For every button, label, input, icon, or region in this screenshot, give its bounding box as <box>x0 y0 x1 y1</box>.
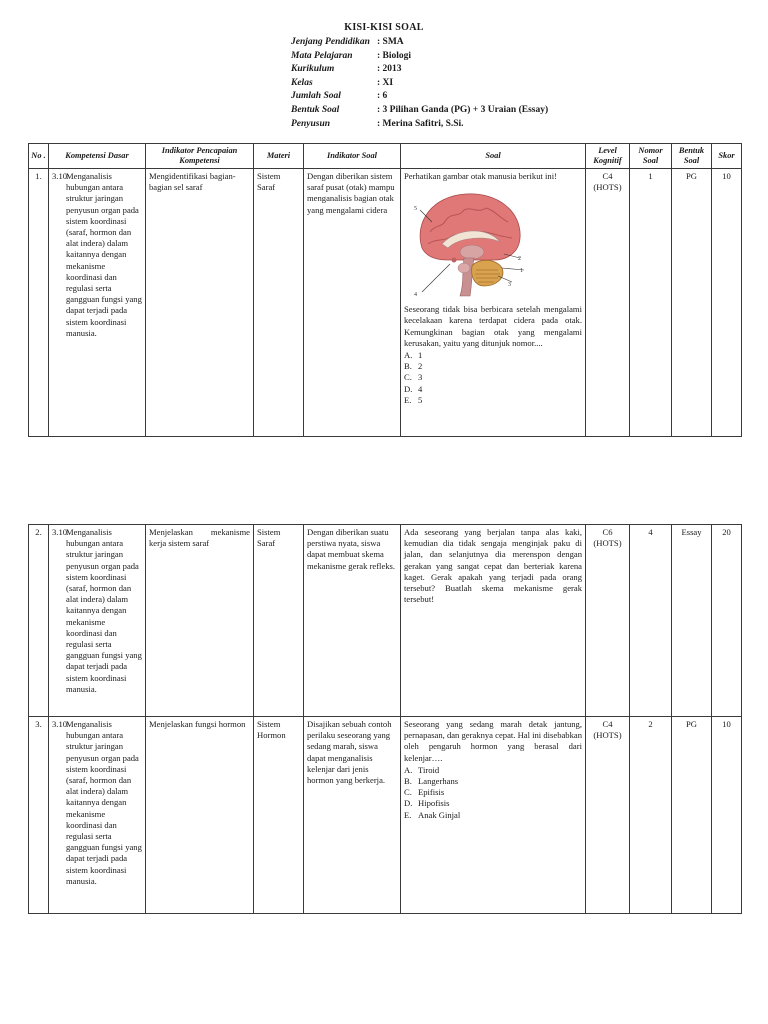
answer-option: E. Anak Ginjal <box>404 809 461 820</box>
meta-label: Jenjang Pendidikan <box>291 37 370 47</box>
row-skor: 10 <box>712 169 742 437</box>
row-skor: 20 <box>712 525 742 717</box>
header-materi: Materi <box>254 144 304 169</box>
answer-option: A. 1 <box>404 350 423 361</box>
answer-option: E. 5 <box>404 394 423 405</box>
meta-row <box>291 118 548 132</box>
answer-option: B. 2 <box>404 361 423 372</box>
meta-row <box>291 63 548 77</box>
answer-option: D. 4 <box>404 383 423 394</box>
meta-value: : 3 Pilihan Ganda (PG) + 3 Uraian (Essay) <box>377 104 549 115</box>
header-soal: Soal <box>401 144 586 169</box>
table-row <box>29 525 742 717</box>
row-kompetensi-dasar <box>49 717 146 914</box>
table-row <box>29 169 742 437</box>
meta-row <box>291 77 548 91</box>
row-nomor: 1 <box>630 169 672 437</box>
row-materi: Sistem Saraf <box>254 525 304 717</box>
row-skor: 10 <box>712 717 742 914</box>
row-no: 1. <box>29 169 49 437</box>
answer-option: B. Langerhans <box>404 776 459 787</box>
row-bentuk: Essay <box>672 525 712 717</box>
row-soal <box>401 717 586 914</box>
answer-option: C. 3 <box>404 372 423 383</box>
meta-value: : 6 <box>377 91 388 102</box>
soal-question: Seseorang tidak bisa berbicara setelah mengalami kecelakaan karena terdapat cidera pada otak. Kemungkinan bagian otak yang mengalami kerusakan, yaitu yang ditunjuk nomor.... <box>404 304 582 348</box>
kd-text: Menganalisis hubungan antara struktur jaringan penyusun organ pada sistem koordinasi (saraf, hormon dan alat indera) dalam kaitannya dengan mekanisme koordinasi dan regulasi serta gangguan fungsi yang dapat terjadi pada sistem koordinasi manusia. <box>66 171 142 338</box>
kisi-table-page-1 <box>28 143 742 437</box>
row-kompetensi-dasar <box>49 525 146 717</box>
row-no: 3. <box>29 717 49 914</box>
figure-label: 4 <box>414 292 417 299</box>
row-level: C6 (HOTS) <box>586 525 630 717</box>
header-bentuk: Bentuk Soal <box>672 144 712 169</box>
row-soal: Ada seseorang yang berjalan tanpa alas kaki, kemudian dia tidak sengaja menginjak paku di jalan, dan selanjutnya dia merenspon dengan gerakan yang sangat cepat dan berteriak karena kaget. Gerak apakah yang terjadi pada orang tersebut? Buatlah skema mekanisme gerak tersebut! <box>401 525 586 717</box>
figure-label: 5 <box>414 206 417 213</box>
meta-row <box>291 36 548 50</box>
kd-code: 3.10 <box>52 527 68 537</box>
row-nomor: 2 <box>630 717 672 914</box>
answer-option: D. Hipofisis <box>404 798 450 809</box>
meta-value: : XI <box>377 77 394 88</box>
kd-code: 3.10 <box>52 171 68 181</box>
answer-option: C. Epifisis <box>404 787 445 798</box>
meta-row <box>291 104 548 118</box>
row-indikator-kompetensi: Mengidentifikasi bagian-bagian sel saraf <box>146 169 254 437</box>
document-meta <box>291 36 548 131</box>
soal-intro: Perhatikan gambar otak manusia berikut ini! <box>404 171 557 181</box>
header-nomor: Nomor Soal <box>630 144 672 169</box>
meta-label: Penyusun <box>291 118 331 129</box>
row-indikator-kompetensi: Menjelaskan mekanisme kerja sistem saraf <box>146 525 254 717</box>
meta-value: : SMA <box>377 37 404 47</box>
row-materi: Sistem Hormon <box>254 717 304 914</box>
row-indikator-soal: Dengan diberikan suatu perstiwa nyata, siswa dapat membuat skema mekanisme gerak refleks. <box>304 525 401 717</box>
row-materi: Sistem Saraf <box>254 169 304 437</box>
row-indikator-soal: Disajikan sebuah contoh perilaku seseorang yang sedang marah, siswa dapat menganalisis kelenjar dari jenis hormon yang berkerja. <box>304 717 401 914</box>
document-title: KISI-KISI SOAL <box>344 22 424 33</box>
table-header-row <box>29 144 742 169</box>
meta-label: Mata Pelajaran <box>291 50 353 61</box>
answer-option: A. Tiroid <box>404 764 440 775</box>
row-bentuk: PG <box>672 169 712 437</box>
kd-text: Menganalisis hubungan antara struktur jaringan penyusun organ pada sistem koordinasi (saraf, hormon dan alat indera) dalam kaitannya dengan mekanisme koordinasi dan regulasi serta gangguan fungsi yang dapat terjadi pada sistem koordinasi manusia. <box>66 527 142 694</box>
header-skor: Skor <box>712 144 742 169</box>
row-kompetensi-dasar <box>49 169 146 437</box>
meta-row <box>291 50 548 64</box>
kd-code: 3.10 <box>52 719 68 729</box>
row-level: C4 (HOTS) <box>586 169 630 437</box>
meta-label: Kelas <box>291 77 313 88</box>
header-level: Level Kognitif <box>586 144 630 169</box>
row-indikator-kompetensi: Menjelaskan fungsi hormon <box>146 717 254 914</box>
kd-text: Menganalisis hubungan antara struktur jaringan penyusun organ pada sistem koordinasi (saraf, hormon dan alat indera) dalam kaitannya dengan mekanisme koordinasi dan regulasi serta gangguan fungsi yang dapat terjadi pada sistem koordinasi manusia. <box>66 719 142 886</box>
header-indikator-soal: Indikator Soal <box>304 144 401 169</box>
meta-row <box>291 90 548 104</box>
kisi-table-page-2 <box>28 524 742 914</box>
header-kompetensi-dasar: Kompetensi Dasar <box>49 144 146 169</box>
row-no: 2. <box>29 525 49 717</box>
header-indikator-kompetensi: Indikator Pencapaian Kompetensi <box>146 144 254 169</box>
header-no: No . <box>29 144 49 169</box>
table-row <box>29 717 742 914</box>
row-bentuk: PG <box>672 717 712 914</box>
row-nomor: 4 <box>630 525 672 717</box>
figure-label: 3 <box>508 282 511 289</box>
answer-options <box>404 350 582 406</box>
brain-diagram <box>408 188 526 300</box>
meta-label: Bentuk Soal <box>291 104 340 115</box>
row-level: C4 (HOTS) <box>586 717 630 914</box>
row-indikator-soal: Dengan diberikan sistem saraf pusat (otak) mampu menganalisis bagian otak yang mengalami cidera <box>304 169 401 437</box>
row-soal <box>401 169 586 437</box>
figure-label: 2 <box>518 256 521 263</box>
meta-label: Jumlah Soal <box>291 91 341 102</box>
meta-label: Kurikulum <box>291 64 335 75</box>
figure-label: 1 <box>520 268 523 275</box>
meta-value: : Merina Safitri, S.Si. <box>377 118 464 129</box>
meta-value: : Biologi <box>377 50 412 61</box>
soal-question: Seseorang yang sedang marah detak jantung, pernapasan, dan geraknya cepat. Hal ini disebabkan oleh pengaruh hormon yang berasal dari kelenjar…. <box>404 719 583 763</box>
meta-value: : 2013 <box>377 64 402 75</box>
answer-options <box>404 765 582 821</box>
